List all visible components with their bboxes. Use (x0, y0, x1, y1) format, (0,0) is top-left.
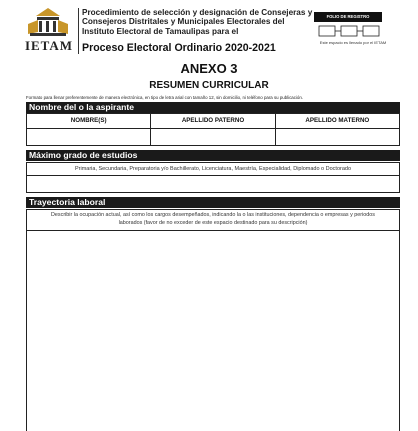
header-divider (78, 8, 79, 54)
column-apellido-materno: APELLIDO MATERNO (275, 114, 399, 128)
process-subtitle: Proceso Electoral Ordinario 2020-2021 (82, 42, 276, 54)
procedure-title: Procedimiento de selección y designación de Consejeras y Consejeros Distritales y Municipales Electorales del Instituto Electoral de Tamaulipas para el (82, 8, 313, 36)
section-header-name: Nombre del o la aspirante (26, 102, 400, 113)
career-description: Describir la ocupación actual, así como los cargos desempeñados, indicando la o las instituciones, dependencia o empresas y periodos laborados (favor de no exceder de este espacio destinado para su descripción) (26, 209, 400, 231)
section-header-studies: Máximo grado de estudios (26, 150, 400, 161)
folio-entry-boxes[interactable] (318, 24, 380, 36)
apellido-paterno-field[interactable] (150, 129, 274, 145)
studies-options: Primaria, Secundaria, Preparatoria y/o Bachillerato, Licenciatura, Maestría, Especialidad, Diplomado o Doctorado (26, 162, 400, 176)
logo-emblem-icon (20, 6, 76, 40)
folio-note: Este espacio es llenado por el IETAM (319, 40, 387, 45)
apellido-materno-field[interactable] (275, 129, 399, 145)
resumen-heading: RESUMEN CURRICULAR (149, 80, 269, 91)
nombres-field[interactable] (27, 129, 150, 145)
column-apellido-paterno: APELLIDO PATERNO (150, 114, 274, 128)
name-fields (26, 128, 400, 146)
studies-field[interactable] (26, 175, 400, 193)
name-columns (26, 113, 400, 129)
folio-label: FOLIO DE REGISTRO (314, 12, 382, 22)
logo-text: IETAM (24, 38, 74, 53)
column-nombres: NOMBRE(S) (70, 117, 107, 124)
format-instructions: Formato para llenar preferentemente de manera electrónica, en tipo de letra arial con tamaño 12, sin domicilio, ni teléfono para su publicación. (26, 95, 304, 100)
folio-boxes-icon (318, 25, 380, 37)
career-field[interactable] (26, 230, 400, 431)
anexo-title: ANEXO 3 (180, 61, 238, 76)
section-header-career: Trayectoria laboral (26, 197, 400, 208)
